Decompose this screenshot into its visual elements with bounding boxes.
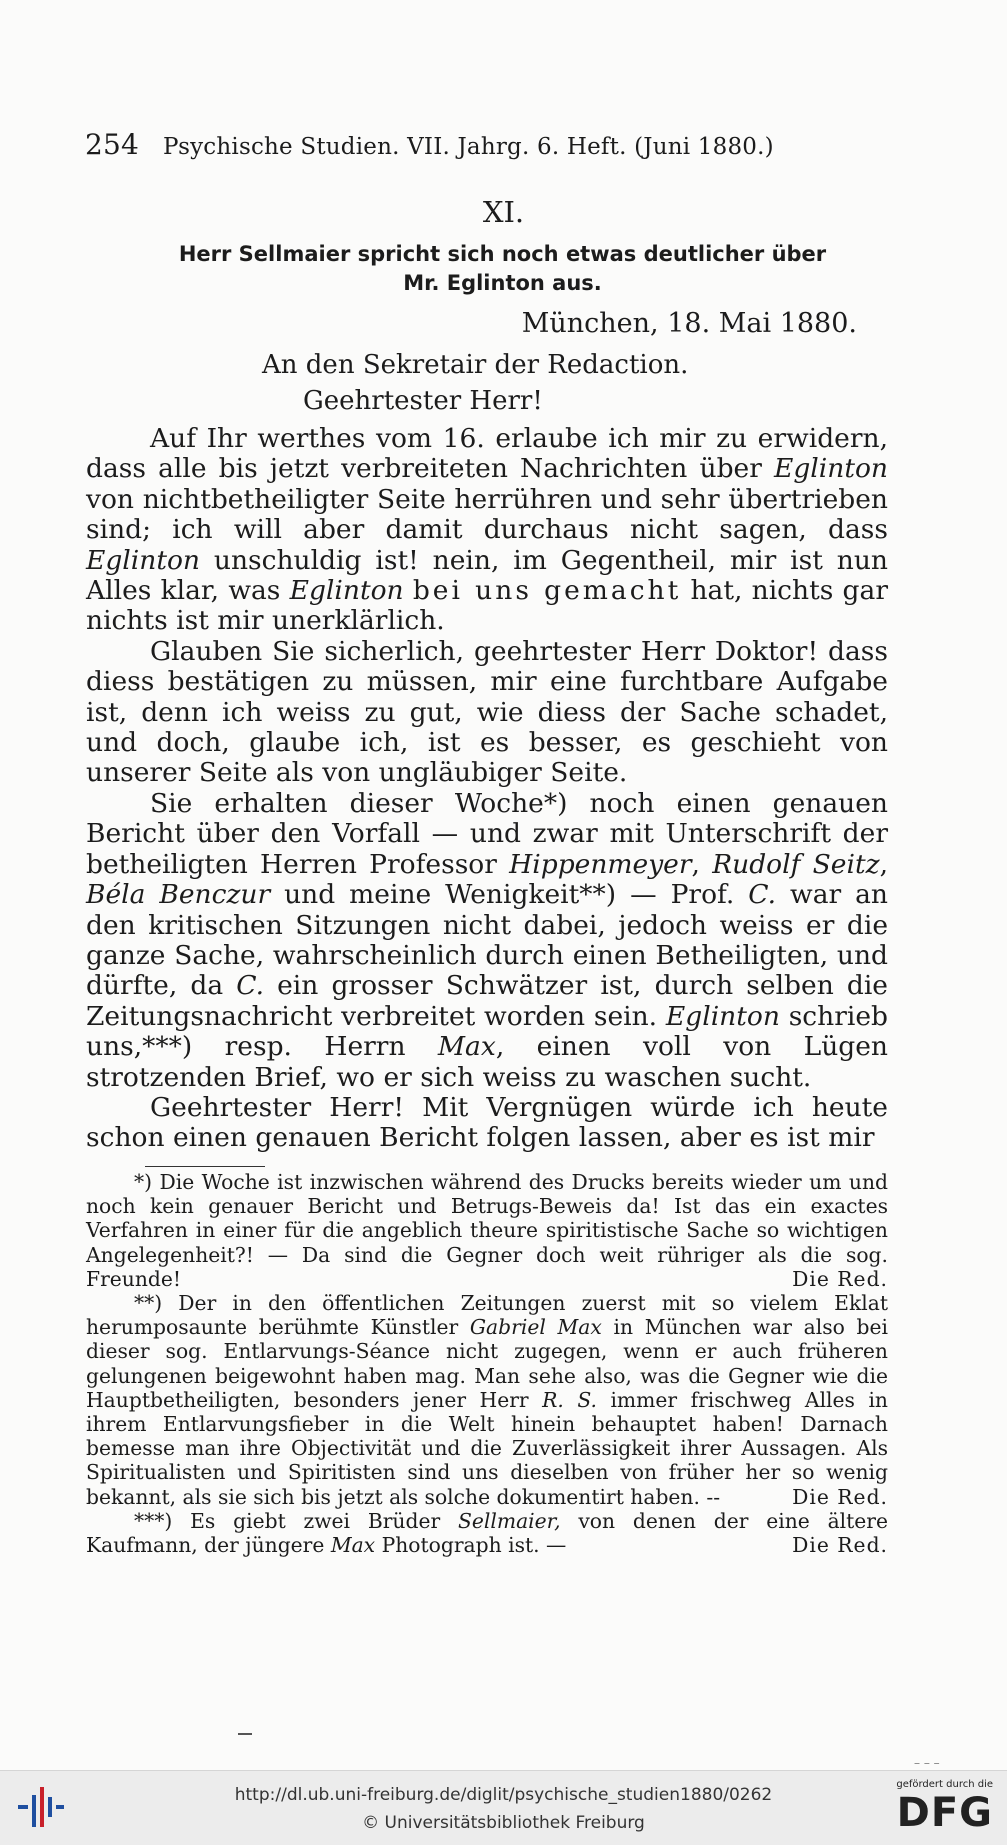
text-run: , [879,848,889,880]
dfg-logo[interactable] [885,1779,993,1839]
page-number: 254 [85,128,140,161]
text-run: war an den kritischen Sitzungen nicht dabei, jedoch weiss er die ganze Sache, wahrscheinlich durch einen Betheiligten, und dürfte, da [86,879,888,1002]
text-run: unschuldig ist! nein, im Gegentheil, mir ist nun Alles klar, was [86,544,888,607]
initial-c: C. [748,879,777,911]
print-mark [238,1733,252,1735]
footnote-text: von denen der eine ältere Kaufmann, der jüngere [86,1508,888,1558]
footnote-text: immer frischweg Alles in ihrem Entlarvungsfieber in die Welt hinein behauptet haben! Darnach bemesse man ihre Objectivität und die Zuverlässigkeit ihrer Aussagen. Als Spiritualisten und Spiritisten sind uns dieselben von früher her so wenig bekannt, als sie sich bis jetzt als solche dokumentirt haben. -- [86,1387,888,1509]
footnotes [86,1170,888,1557]
name-sellmaier: Sellmaier, [457,1508,561,1533]
name-gabriel-max: Gabriel Max [469,1315,602,1340]
paragraph-4: Geehrtester Herr! Mit Vergnügen würde ich heute schon einen genauen Bericht folgen lassen, aber es ist mir [86,1091,888,1154]
letter-body [86,424,888,1154]
footnote-rule [145,1166,265,1167]
text-run: hat, nichts gar nichts ist mir unerklärlich. [86,575,888,637]
name-hippenmeyer: Hippenmeyer [509,848,692,880]
text-run: schrieb uns,***) resp. Herrn [86,1000,888,1063]
footnote-2 [86,1291,888,1509]
paragraph-3 [86,789,888,1093]
salutation: Geehrtester Herr! [303,386,543,416]
footnote-text: Photograph ist. — [375,1533,567,1558]
copyright-notice: © Universitätsbibliothek Freiburg [362,1813,645,1833]
text-run: und meine Wenigkeit**) — Prof. [270,879,749,911]
name-benczur: Béla Benczur [86,879,271,911]
article-title [120,240,885,298]
title-line-1: Herr Sellmaier spricht sich noch etwas deutlicher über [178,242,827,266]
text-run: , [691,848,713,880]
initial-c: C. [236,970,265,1002]
text-run: Sie erhalten dieser Woche*) noch einen genauen Bericht über den Vorfall — und zwar mit Unterschrift der betheiligten Herren Professor [86,787,888,880]
name-seitz: Rudolf Seitz [712,848,880,880]
running-title: Psychische Studien. VII. Jahrg. 6. Heft. (Juni 1880.) [163,134,774,160]
print-mark: – – – [914,1756,940,1770]
footnote-text: **) Der in den öffentlichen Zeitungen zuerst mit so vielem Eklat herumposaunte berühmte Künstler [86,1291,888,1340]
text-run: Auf Ihr werthes vom 16. erlaube ich mir zu erwidern, dass alle bis jetzt verbreiteten Nachrichten über [86,423,888,485]
dfg-caption: gefördert durch die [896,1779,993,1790]
text-run [404,575,413,606]
running-header [85,128,825,161]
viewer-footer [0,1770,1007,1845]
footnote-1 [86,1170,888,1291]
text-run: , einen voll von Lügen strotzenden Brief, wo er sich weiss zu waschen sucht. [86,1031,888,1093]
footnote-signature: Die Red. [792,1484,888,1509]
text-run: von nichtbetheiligter Seite herrühren und sehr übertrieben sind; ich will aber damit durchaus nicht sagen, dass [86,483,888,546]
name-eglinton: Eglinton [665,1000,780,1032]
permalink-url[interactable]: http://dl.ub.uni-freiburg.de/diglit/psychische_studien1880/0262 [234,1785,773,1805]
name-eglinton: Eglinton [289,575,404,607]
text-run: ein grosser Schwätzer ist, durch selben die Zeitungsnachricht verbreitet worden sein. [86,970,888,1032]
addressee: An den Sekretair der Redaction. [262,350,689,380]
dateline: München, 18. Mai 1880. [521,308,857,339]
initials-rs: R. S. [542,1387,597,1412]
name-max: Max [437,1031,496,1063]
name-eglinton: Eglinton [86,544,200,576]
footnote-text: in München war also bei dieser sog. Entlarvungs-Séance nicht zugegen, wenn er auch früheren gelungenen beigewohnt haben mag. Man sehe also, was die Gegner wie die Hauptbetheiligten, besonders jener Herr [86,1315,888,1412]
name-eglinton: Eglinton [774,453,888,485]
footnote-signature: Die Red. [792,1266,888,1291]
dfg-wordmark: DFG [896,1790,993,1836]
paragraph-2: Glauben Sie sicherlich, geehrtester Herr Doktor! dass diess bestätigen zu müssen, mir eine furchtbare Aufgabe ist, denn ich weiss zu gut, wie diess der Sache schadet, und doch, glaube ich, ist es besser, es geschieht von unserer Seite als von ungläubiger Seite. [86,635,888,789]
footnote-text: ***) Es giebt zwei Brüder [134,1508,458,1533]
name-max: Max [330,1533,376,1558]
footnote-signature: Die Red. [792,1533,888,1558]
spaced-emphasis: bei uns gemacht [412,575,682,607]
chapter-number: XI. [482,195,525,229]
title-line-2: Mr. Eglinton aus. [403,271,602,295]
footnote-text: *) Die Woche ist inzwischen während des Drucks bereits wieder um und noch kein genauer Bericht und Betrugs-Beweis da! Ist das ein exactes Verfahren in einer für die angeblich theure spiritistische Sache so wichtigen Angelegenheit?! — Da sind die Gegner doch weit rühriger als die sog. Freunde! [86,1170,888,1291]
footnote-3 [86,1509,888,1557]
paragraph-1 [86,424,888,637]
